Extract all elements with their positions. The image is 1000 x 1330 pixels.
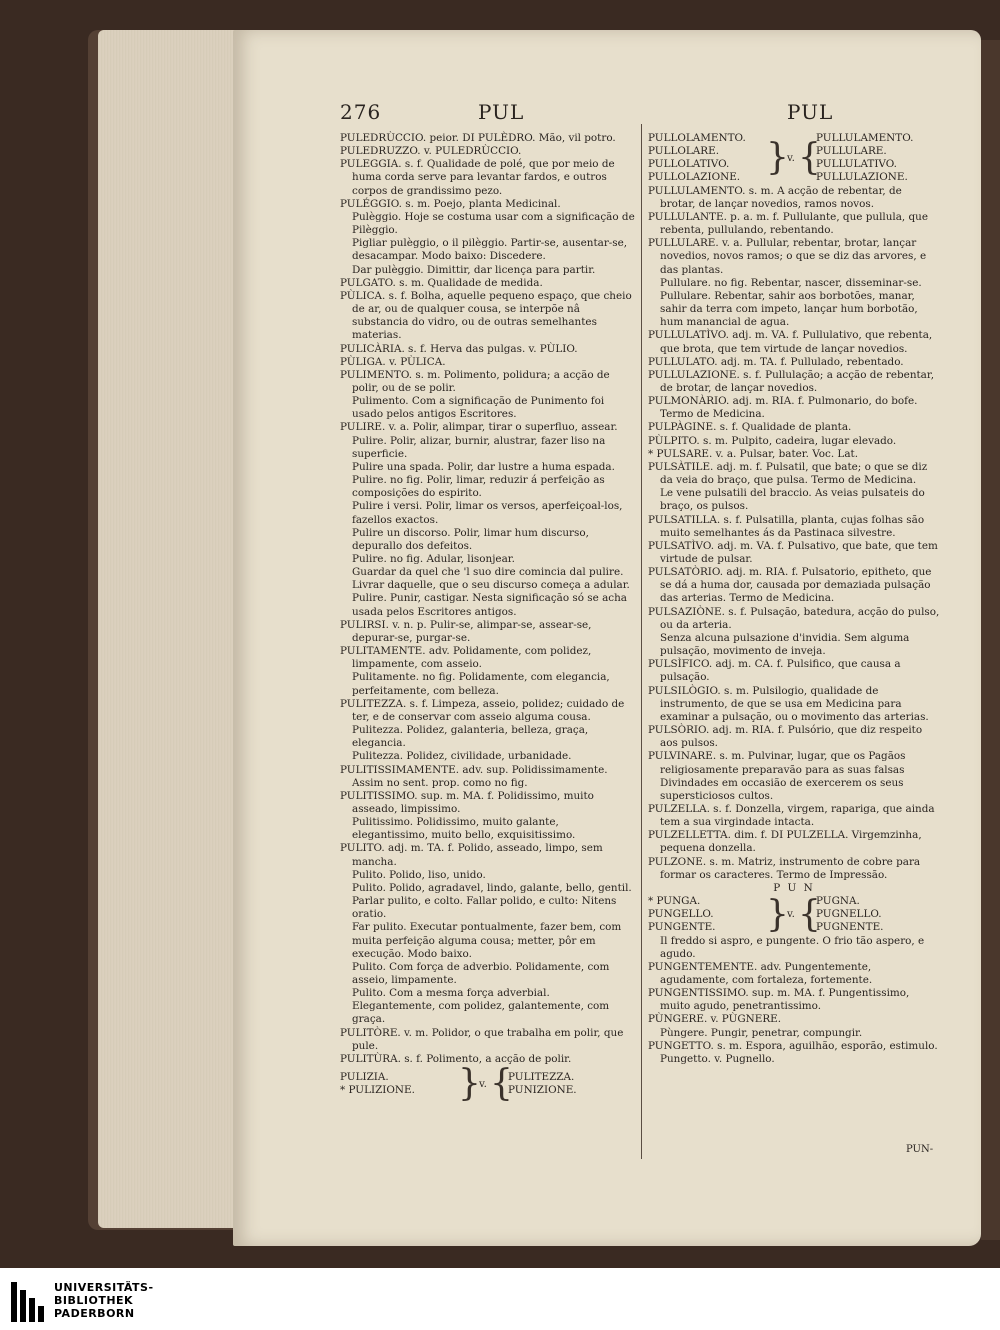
dictionary-entry: PULMONÀRIO. adj. m. RIA. f. Pulmonario, do bofe. Termo de Medicina. <box>648 395 918 421</box>
brace-right-term: PUGNA. <box>816 895 860 908</box>
entry-subsense: Pulito. Com a mesma força adverbial. Elegantemente, com polidez, galantemente, com graça. <box>352 987 610 1026</box>
page-edges <box>98 30 238 1228</box>
column-divider <box>641 124 642 1159</box>
dictionary-entry: PULIRE. v. a. Polir, alimpar, tirar o superfluo, assear. <box>340 421 618 434</box>
dictionary-entry: PUNGENTEMENTE. adv. Pungentemente, agudamente, com fortaleza, fortemente. <box>648 960 873 986</box>
right-column <box>648 132 940 1066</box>
dictionary-entry: PULIRSI. v. n. p. Pulir-se, alimpar-se, assear-se, depurar-se, purgar-se. <box>340 618 592 644</box>
entry-subsense: Pulitezza. Polidez, galanteria, belleza, graça, elegancia. <box>352 724 589 750</box>
dictionary-entry: PULVINARE. s. m. Pulvinar, lugar, que os Pagãos religiosamente preparavão para as suas falsas Divindades em occasião de exercerem os seus supersticiosos cultos. <box>648 750 906 802</box>
entry-subsense: Senza alcuna pulsazione d'invidia. Sem alguma pulsação, movimento de inveja. <box>660 631 910 658</box>
entry-subsense: Pulito. Polido, agradavel, lindo, galante, bello, gentil. <box>352 881 632 894</box>
dictionary-entry: PULLULANTE. p. a. m. f. Pullulante, que pullula, que rebenta, pullulando, rebentando. <box>648 210 929 237</box>
brace-left-term: PULIZIA. <box>340 1070 389 1083</box>
dictionary-entry: PULITÒRE. v. m. Polidor, o que trabalha em polir, que pule. <box>340 1026 624 1052</box>
entry-subsense: Pulire. Polir, alizar, burnir, alustrar, fazer liso na superficie. <box>352 434 606 460</box>
dictionary-entry: PULITISSIMO. sup. m. MA. f. Polidissimo, muito asseado, limpissimo. <box>340 789 594 815</box>
entry-subsense: Pulire. Punir, castigar. Nesta significação só se acha usada pelos Escritores antigos. <box>352 592 627 618</box>
entry-subsense: Pulire una spada. Polir, dar lustre a huma espada. <box>352 460 615 473</box>
entry-subsense: Far pulito. Executar pontualmente, fazer bem, com muita perfeição alguma cousa; metter, pôr em execução. Modo baixo. <box>352 921 622 960</box>
dictionary-entry: PULSATILLA. s. f. Pulsatilla, planta, cujas folhas são muito semelhantes ás da Pastinaca silvestre. <box>648 513 925 539</box>
dictionary-entry: PÙLIGA. v. PÙLICA. <box>340 355 446 368</box>
dictionary-entry: PULITAMENTE. adv. Polidamente, com polidez, limpamente, com asseio. <box>340 645 592 671</box>
dictionary-entry: PULÉGGIO. s. m. Poejo, planta Medicinal. <box>340 197 561 210</box>
dictionary-entry: PÙLICA. s. f. Bolha, aquelle pequeno espaço, que cheio de ar, ou de qualquer cousa, se interpõe nâ substancia do vidro, ou de outras semelhantes materias. <box>340 289 632 342</box>
dictionary-entry: PUNGETTO. s. m. Espora, aguilhão, esporão, estimulo. <box>648 1039 938 1052</box>
page-number: 276 <box>340 100 382 124</box>
entry-subsense: Pulèggio. Hoje se costuma usar com a significação de Pilèggio. <box>352 210 635 237</box>
dictionary-entry: PÙLPITO. s. m. Pulpito, cadeira, lugar elevado. <box>648 434 897 447</box>
entry-subsense: Pulimento. Com a significação de Punimento foi usado pelos antigos Escritores. <box>352 395 605 421</box>
dictionary-entry: PULZONE. s. m. Matriz, instrumento de cobre para formar os caracteres. Termo de Impressão. <box>648 855 921 881</box>
right-cover-edge <box>981 40 1000 1240</box>
dictionary-entry: PULLULAMENTO. s. m. A acção de rebentar, de brotar, de lançar novedios, ramos novos. <box>648 184 902 210</box>
dictionary-entry: PULSAZIÒNE. s. f. Pulsação, batedura, acção do pulso, ou da arteria. <box>648 605 940 631</box>
brace-left-term: * PULIZIONE. <box>340 1084 415 1097</box>
library-name-line3: PADERBORN <box>54 1307 135 1320</box>
dictionary-entry: PULSILÒGIO. s. m. Pulsilogio, qualidade de instrumento, de que se usa em Medicina para examinar a pulsação, ou o movimento das arterias. <box>648 684 929 723</box>
entry-subsense: Parlar pulito, e colto. Fallar polido, e culto: Nitens oratio. <box>352 895 617 921</box>
dictionary-entry: PULPÀGINE. s. f. Qualidade de planta. <box>648 421 852 434</box>
brace-glyph: } <box>766 893 789 935</box>
brace-glyph: { <box>798 893 821 935</box>
dictionary-entry: PULZELLA. s. f. Donzella, virgem, rapariga, que ainda tem a sua virgindade intacta. <box>648 802 935 829</box>
brace-left-term: PULLOLATIVO. <box>648 158 730 171</box>
section-head: P U N <box>773 881 815 894</box>
dictionary-entry: PULITISSIMAMENTE. adv. sup. Polidissimamente. Assim no sent. prop. como no fig. <box>340 763 608 789</box>
entry-subsense: Pulito. Polido, liso, unido. <box>352 868 486 881</box>
dictionary-entry: PULGATO. s. m. Qualidade de medida. <box>340 276 543 289</box>
brace-glyph: { <box>798 137 821 179</box>
entry-subsense: Pungetto. v. Pugnello. <box>660 1052 775 1065</box>
brace-right-term: PUNIZIONE. <box>508 1084 577 1097</box>
library-name-line2: BIBLIOTHEK <box>54 1294 134 1307</box>
brace-left-term: PULLOLAZIONE. <box>648 171 741 184</box>
entry-subsense: Dar pulèggio. Dimittir, dar licença para partir. <box>352 263 596 276</box>
brace-right-term: PULITEZZA. <box>508 1070 575 1083</box>
entry-subsense: Guardar da quel che 'l suo dire comincia dal pulire. Livrar daquelle, que o seu discurso começa a adular. <box>352 566 630 592</box>
brace-glyph: } <box>766 137 789 179</box>
entry-subsense: Pulitezza. Polidez, civilidade, urbanidade. <box>352 750 572 763</box>
library-logo-icon <box>11 1282 49 1322</box>
dictionary-entry: PULITO. adj. m. TA. f. Polido, asseado, limpo, sem mancha. <box>340 842 603 868</box>
dictionary-entry: PULEGGIA. s. f. Qualidade de polé, que por meio de huma corda serve para levantar fardos, e outros corpos de grandissimo pezo. <box>340 158 615 197</box>
left-column <box>340 132 636 1105</box>
dictionary-entry: PULEDRUZZO. v. PULEDRÙCCIO. <box>340 145 522 158</box>
dictionary-entry: PULLULATO. adj. m. TA. f. Pullulado, rebentado. <box>648 355 904 368</box>
brace-left-term: PUNGENTE. <box>648 921 716 934</box>
dictionary-entry: PULZELLETTA. dim. f. DI PULZELLA. Virgemzinha, pequena donzella. <box>648 829 922 855</box>
entry-subsense: Pulire i versi. Polir, limar os versos, aperfeiçoal-los, fazellos exactos. <box>352 500 623 526</box>
brace-glyph: { <box>490 1063 513 1105</box>
entry-subsense: Pulire. no fig. Polir, limar, reduzir á perfeição as composições do espirito. <box>352 474 605 500</box>
entry-subsense: Pullulare. Rebentar, sahir aos borbotões, manar, sahir da terra com impeto, lançar hum borbotão, hum manancial de agua. <box>660 289 918 329</box>
brace-left-term: * PUNGA. <box>648 895 701 908</box>
dictionary-entry: PULSATÒRIO. adj. m. RIA. f. Pulsatorio, epitheto, que se dá a huma dor, causada por demaziada pulsação das arterias. Termo de Medicina. <box>648 566 932 605</box>
entry-subsense: Il freddo si aspro, e pungente. O frio tão aspero, e agudo. <box>660 934 925 960</box>
dictionary-entry: PULLULAZIONE. s. f. Pullulação; a acção de rebentar, de brotar, de lançar novedios. <box>648 368 935 394</box>
entry-subsense: Pulitamente. no fig. Polidamente, com elegancia, perfeitamente, com belleza. <box>352 671 610 697</box>
entry-subsense: Pullulare. no fig. Rebentar, nascer, disseminar-se. <box>660 276 922 289</box>
running-head-right: PUL <box>787 100 834 124</box>
brace-glyph: } <box>458 1063 481 1105</box>
dictionary-entry: PULIMENTO. s. m. Polimento, polidura; a acção de polir, ou de se polir. <box>340 368 610 394</box>
entry-subsense: Le vene pulsatili del braccio. As veias pulsateis do braço, os pulsos. <box>660 487 925 513</box>
entry-subsense: Pulire. no fig. Adular, lisonjear. <box>352 553 515 565</box>
brace-left-term: PULLOLAMENTO. <box>648 132 746 144</box>
dictionary-entry: PULLULARE. v. a. Pullular, rebentar, brotar, lançar novedios, novos ramos; o que se diz das arvores, e das plantas. <box>648 237 927 276</box>
dictionary-entry: PULSÌFICO. adj. m. CA. f. Pulsifico, que causa a pulsação. <box>648 658 901 684</box>
entry-subsense: Pùngere. Pungir, penetrar, compungir. <box>660 1026 863 1039</box>
brace-right-term: PULLULAMENTO. <box>816 132 914 144</box>
entry-subsense: Pulire un discorso. Polir, limar hum discurso, depurallo dos defeitos. <box>352 526 589 552</box>
cross-reference-brace <box>340 1063 636 1105</box>
dictionary-entry: PULITÙRA. s. f. Polimento, a acção de polir. <box>340 1052 572 1065</box>
brace-right-term: PULLULAZIONE. <box>816 171 908 184</box>
entry-subsense: Pigliar pulèggio, o il pilèggio. Partir-se, ausentar-se, desacampar. Modo baixo: Discedere. <box>352 237 628 263</box>
catchword: PUN- <box>906 1144 934 1155</box>
library-name <box>54 1281 154 1320</box>
brace-see-also: v. <box>787 908 795 921</box>
dictionary-entry: PULITEZZA. s. f. Limpeza, asseio, polidez; cuidado de ter, e de conservar com asseio alguma cousa. <box>340 697 625 723</box>
brace-right-term: PUGNENTE. <box>816 921 884 934</box>
dictionary-entry: PULSÀTILE. adj. m. f. Pulsatil, que bate; o que se diz da veia do braço, que pulsa. Termo de Medicina. <box>648 460 928 487</box>
brace-see-also: v. <box>787 151 795 164</box>
dictionary-entry: PULSÒRIO. adj. m. RIA. f. Pulsório, que diz respeito aos pulsos. <box>648 724 923 750</box>
brace-left-term: PUNGELLO. <box>648 908 714 921</box>
cross-reference-brace <box>648 895 940 934</box>
dictionary-entry: PUNGENTISSIMO. sup. m. MA. f. Pungentissimo, muito agudo, penetrantissimo. <box>648 987 910 1013</box>
library-name-line1: UNIVERSITÄTS- <box>54 1281 154 1294</box>
brace-right-term: PULLULARE. <box>816 145 887 158</box>
brace-see-also: v. <box>479 1077 487 1090</box>
dictionary-entry: PULSATÌVO. adj. m. VA. f. Pulsativo, que bate, que tem virtude de pulsar. <box>648 539 938 565</box>
dictionary-entry: PULICÀRIA. s. f. Herva das pulgas. v. PÙLIO. <box>340 342 578 355</box>
dictionary-entry: * PULSARE. v. a. Pulsar, bater. Voc. Lat. <box>648 447 859 460</box>
dictionary-entry: PULEDRÙCCIO. peior. DI PULÈDRO. Mão, vil potro. <box>340 132 616 144</box>
dictionary-entry: PÙNGERE. v. PÙGNERE. <box>648 1013 782 1026</box>
dictionary-entry: PULLULATÌVO. adj. m. VA. f. Pullulativo, que rebenta, que brota, que tem virtude de lançar novedios. <box>648 329 933 355</box>
entry-subsense: Pulito. Com força de adverbio. Polidamente, com asseio, limpamente. <box>352 960 610 986</box>
entry-subsense: Pulitissimo. Polidissimo, muito galante, elegantissimo, muito bello, exquisitissimo. <box>352 816 576 842</box>
brace-left-term: PULLOLARE. <box>648 145 719 158</box>
brace-right-term: PULLULATIVO. <box>816 158 897 171</box>
brace-right-term: PUGNELLO. <box>816 908 882 921</box>
cross-reference-brace <box>648 132 940 185</box>
running-head-left: PUL <box>478 100 525 124</box>
